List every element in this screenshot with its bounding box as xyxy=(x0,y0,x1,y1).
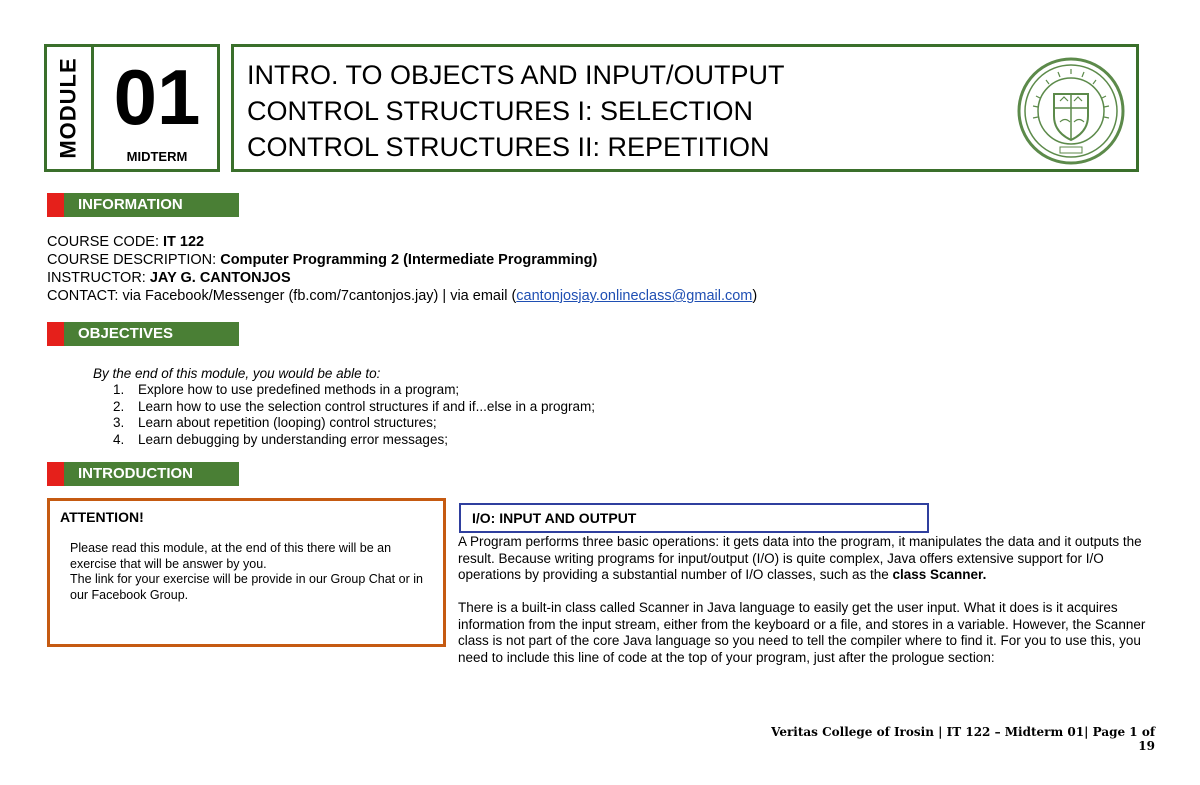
title-line: CONTROL STRUCTURES II: REPETITION xyxy=(247,132,770,162)
list-item: 4. Learn debugging by understanding error messages; xyxy=(113,431,448,447)
module-term: MIDTERM xyxy=(126,149,188,164)
io-paragraph: There is a built-in class called Scanner in Java language to easily get the user input. What it does is it acquires information from the input stream, either from the keyboard or a file, and stores in a variable. However, the Scanner class is not part of the core Java language so you need to tell the compiler where to find it. For you to use this, you need to include this line of code at the top of your program, just after the prologue section: xyxy=(458,600,1146,665)
section-marker xyxy=(47,193,64,217)
course-description-line: COURSE DESCRIPTION: Computer Programming 2 (Intermediate Programming) xyxy=(47,252,598,268)
list-item: 3. Learn about repetition (looping) control structures; xyxy=(113,415,437,430)
section-marker xyxy=(47,462,64,486)
title-line: CONTROL STRUCTURES I: SELECTION xyxy=(247,96,754,126)
contact-email-link[interactable]: cantonjosjay.onlineclass@gmail.com xyxy=(516,288,753,304)
contact-line: CONTACT: via Facebook/Messenger (fb.com/7cantonjos.jay) | via email (cantonjosjay.onlineclass@gmail.com) xyxy=(47,288,758,304)
page-footer: Veritas College of Irosin | IT 122 – Midterm 01| Page 1 of 19 xyxy=(771,725,1155,753)
attention-title: ATTENTION! xyxy=(60,509,144,525)
section-marker xyxy=(47,322,64,346)
course-code-line: COURSE CODE: IT 122 xyxy=(47,234,205,250)
module-number: 01 xyxy=(113,53,201,141)
attention-text: Please read this module, at the end of this there will be an exercise that will be answer by you. The link for your exercise will be provide in our Group Chat or in our Facebook Group. xyxy=(70,541,423,602)
io-paragraph: A Program performs three basic operations: it gets data into the program, it manipulates the data and it outputs the result. Because writing programs for input/output (I/O) is quite complex, Java offers extensive support for I/O operations by providing a substantial number of I/O classes, such as the class Scanner. xyxy=(458,534,1142,582)
list-item: 1. Explore how to use predefined methods in a program; xyxy=(113,382,460,397)
objectives-list xyxy=(113,382,595,448)
course-description: Computer Programming 2 (Intermediate Programming) xyxy=(220,252,598,268)
module-titles xyxy=(247,57,785,165)
list-item: 2. Learn how to use the selection control structures if and if...else in a program; xyxy=(113,398,595,414)
instructor-name: JAY G. CANTONJOS xyxy=(149,270,291,286)
module-label: MODULE xyxy=(56,57,82,159)
objectives-intro: By the end of this module, you would be able to: xyxy=(93,366,381,381)
course-info xyxy=(47,233,757,305)
section-header-introduction: INTRODUCTION xyxy=(64,462,239,486)
section-header-objectives: OBJECTIVES xyxy=(64,322,239,346)
college-seal-icon xyxy=(1016,56,1126,166)
section-header-information: INFORMATION xyxy=(64,193,239,217)
title-line: INTRO. TO OBJECTS AND INPUT/OUTPUT xyxy=(247,60,785,90)
io-heading: I/O: INPUT AND OUTPUT xyxy=(472,510,637,526)
instructor-line: INSTRUCTOR: JAY G. CANTONJOS xyxy=(47,270,291,286)
course-code: IT 122 xyxy=(163,234,205,250)
